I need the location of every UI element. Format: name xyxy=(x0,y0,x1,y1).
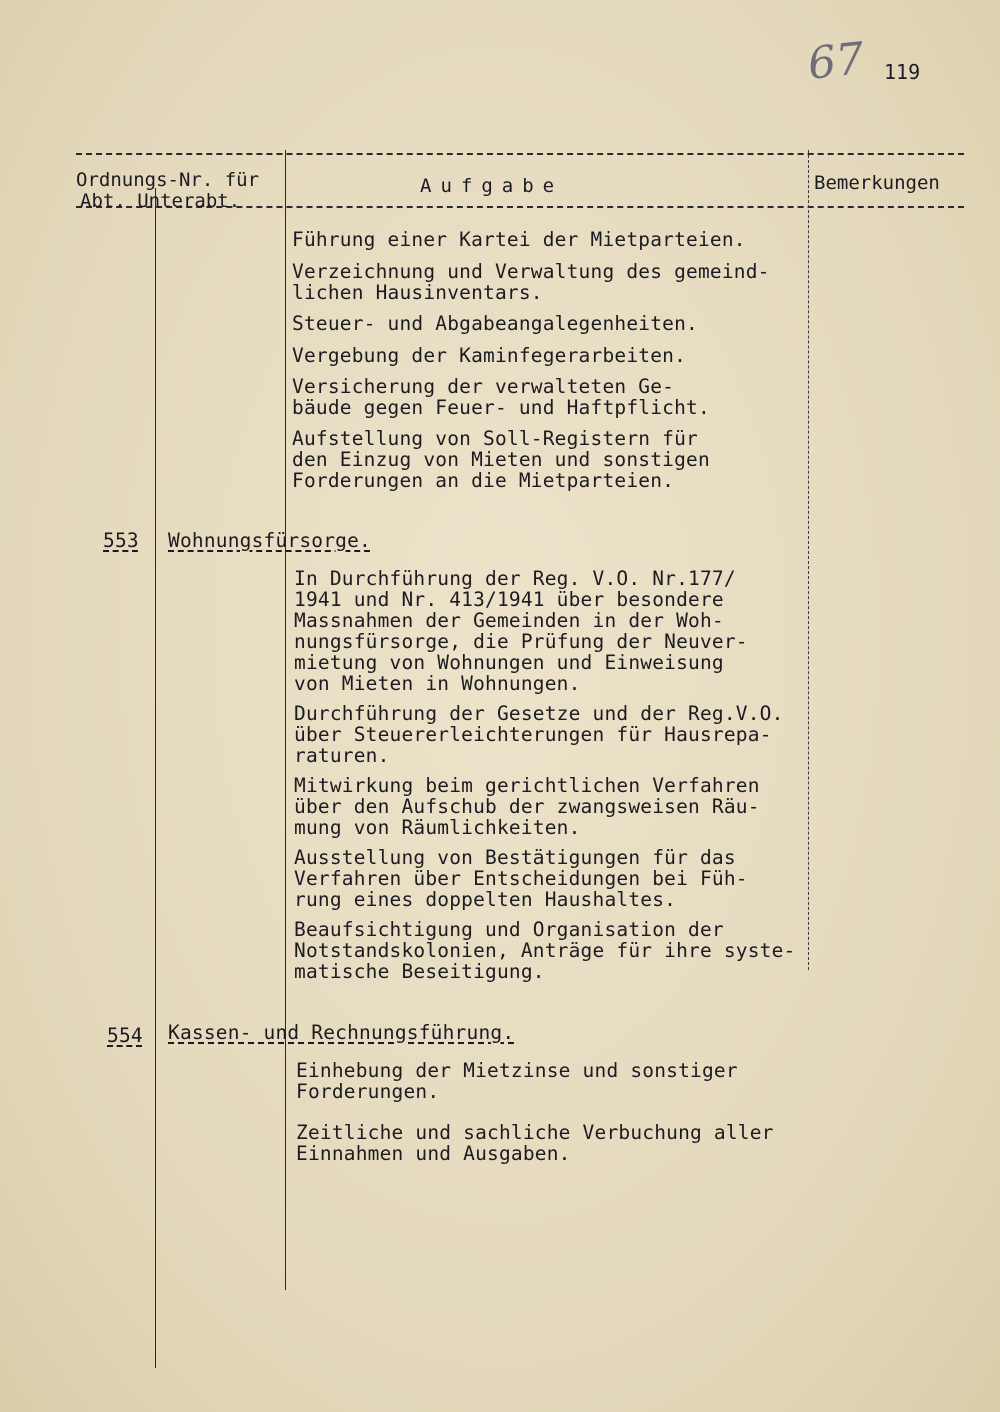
task-line: Vergebung der Kaminfegerarbeiten. xyxy=(292,344,687,367)
task-line: Zeitliche und sachliche Verbuchung aller xyxy=(296,1121,774,1144)
task-line: Ausstellung von Bestätigungen für das xyxy=(294,846,736,869)
task-line: Versicherung der verwalteten Ge- xyxy=(292,375,675,398)
task-line: Forderungen. xyxy=(296,1080,440,1103)
task-line: mung von Räumlichkeiten. xyxy=(294,816,581,839)
task-line: den Einzug von Mieten und sonstigen xyxy=(292,448,710,471)
task-line: nungsfürsorge, die Prüfung der Neuver- xyxy=(294,630,748,653)
header-col1-line1: Ordnungs-Nr. für xyxy=(76,169,260,191)
column-divider-abt xyxy=(155,188,156,1368)
task-line: Massnahmen der Gemeinden in der Woh- xyxy=(294,609,724,632)
task-line: Forderungen an die Mietparteien. xyxy=(292,469,675,492)
task-line: Aufstellung von Soll-Registern für xyxy=(292,427,698,450)
task-line: Einnahmen und Ausgaben. xyxy=(296,1142,571,1165)
task-line: Mitwirkung beim gerichtlichen Verfahren xyxy=(294,774,760,797)
task-list-552-continued xyxy=(292,229,770,491)
section-553-title: Wohnungsfürsorge. xyxy=(168,529,371,552)
table-top-rule xyxy=(76,153,964,155)
task-line: Verzeichnung und Verwaltung des gemeind- xyxy=(292,260,770,283)
page-number: 119 xyxy=(884,60,921,84)
task-line: Durchführung der Gesetze und der Reg.V.O. xyxy=(294,702,784,725)
task-line: rung eines doppelten Haushaltes. xyxy=(294,888,677,911)
task-line: mietung von Wohnungen und Einweisung xyxy=(294,651,724,674)
task-line: Notstandskolonien, Anträge für ihre syste- xyxy=(294,939,796,962)
section-553-number: 553 xyxy=(103,529,139,552)
task-line: lichen Hausinventars. xyxy=(292,281,543,304)
column-divider-bemerkungen xyxy=(808,150,809,970)
handwritten-folio-number: 67 xyxy=(805,33,867,90)
task-line: 1941 und Nr. 413/1941 über besondere xyxy=(294,588,724,611)
task-list-554 xyxy=(296,1060,774,1164)
task-line: Verfahren über Entscheidungen bei Füh- xyxy=(294,867,748,890)
task-line: von Mieten in Wohnungen. xyxy=(294,672,581,695)
task-line: Führung einer Kartei der Mietparteien. xyxy=(292,228,746,251)
task-line: In Durchführung der Reg. V.O. Nr.177/ xyxy=(294,567,736,590)
header-col1-line2: Abt. Unterabt. xyxy=(80,190,241,212)
column-divider-unterabt xyxy=(285,150,286,1290)
task-line: bäude gegen Feuer- und Haftpflicht. xyxy=(292,396,710,419)
task-line: Beaufsichtigung und Organisation der xyxy=(294,918,724,941)
task-line: Steuer- und Abgabeangalegenheiten. xyxy=(292,312,698,335)
task-list-553 xyxy=(294,568,795,982)
task-line: matische Beseitigung. xyxy=(294,960,545,983)
header-col3: Bemerkungen xyxy=(814,172,940,194)
section-554-number: 554 xyxy=(107,1024,143,1047)
task-line: über den Aufschub der zwangsweisen Räu- xyxy=(294,795,760,818)
task-line: Einhebung der Mietzinse und sonstiger xyxy=(296,1059,738,1082)
task-line: über Steuererleichterungen für Hausrepa- xyxy=(294,723,772,746)
task-line: raturen. xyxy=(294,744,390,767)
header-col2: Aufgabe xyxy=(420,175,564,197)
section-554-title: Kassen- und Rechnungsführung. xyxy=(168,1021,515,1044)
